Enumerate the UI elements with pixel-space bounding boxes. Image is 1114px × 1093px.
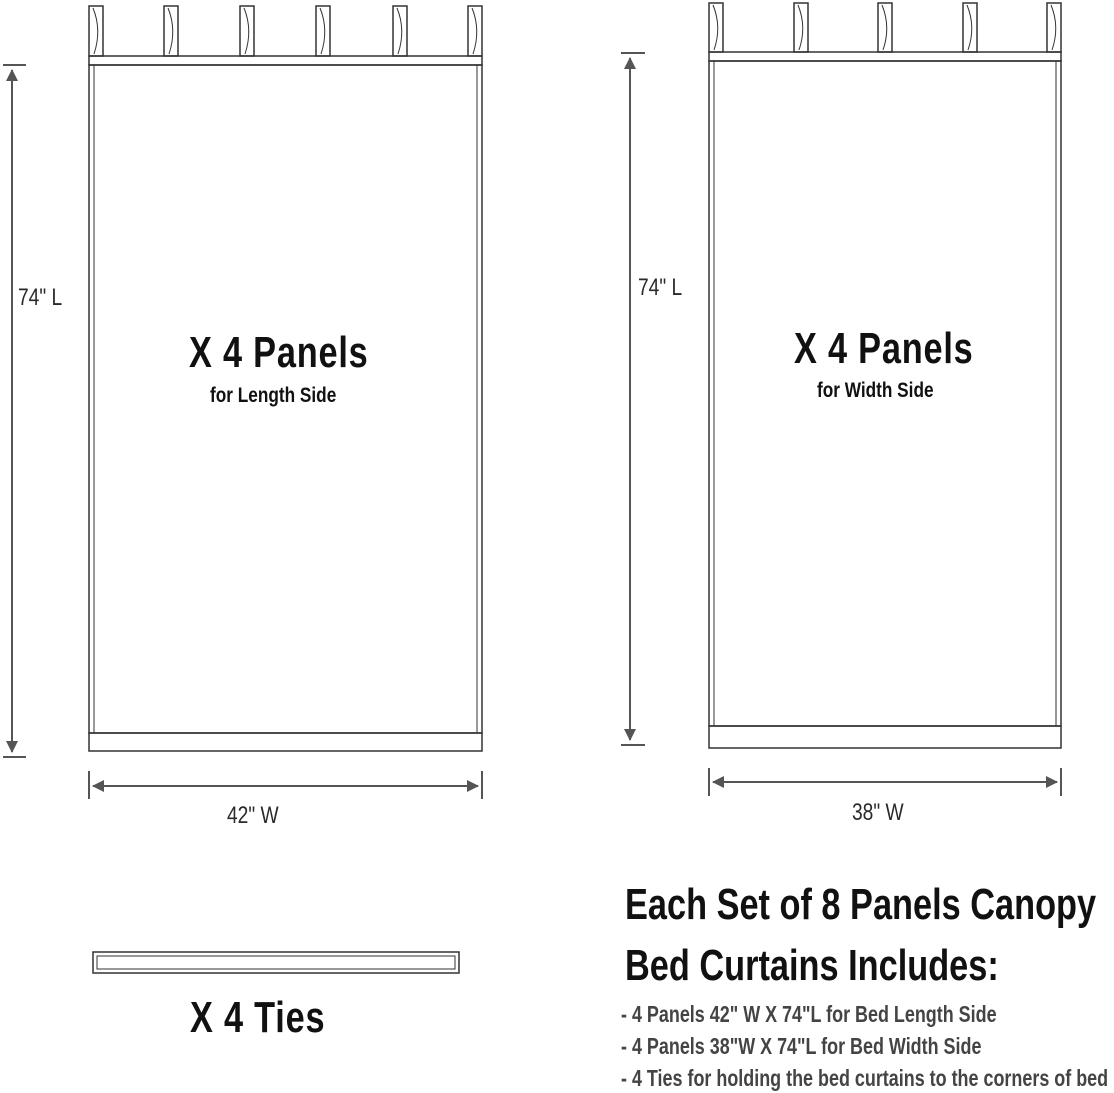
tab-loop	[794, 3, 808, 52]
left-length-dimension	[3, 65, 26, 757]
right-length-label: 74" L	[638, 274, 683, 301]
right-panel-tabs	[709, 3, 1061, 52]
left-panel-subtitle: for Length Side	[210, 384, 337, 407]
right-panel-subtitle: for Width Side	[817, 379, 934, 402]
summary-item: - 4 Panels 42" W X 74"L for Bed Length Side	[621, 1001, 997, 1027]
left-width-dimension	[89, 771, 482, 799]
summary-heading-line1: Each Set of 8 Panels Canopy	[625, 880, 1097, 929]
ties-title: X 4 Ties	[190, 993, 326, 1042]
tab-loop	[468, 6, 482, 56]
left-width-label: 42" W	[227, 802, 279, 829]
right-curtain-panel	[709, 3, 1061, 748]
tab-loop	[393, 6, 407, 56]
left-panel-tabs	[89, 6, 482, 56]
tab-loop	[878, 3, 892, 52]
right-length-dimension	[621, 53, 645, 745]
left-panel-title: X 4 Panels	[189, 328, 369, 377]
summary-heading-line2: Bed Curtains Includes:	[625, 941, 999, 990]
right-width-label: 38" W	[852, 799, 904, 826]
summary-item: - 4 Panels 38"W X 74"L for Bed Width Side	[621, 1033, 982, 1059]
right-panel-title: X 4 Panels	[794, 324, 974, 373]
tab-loop	[1047, 3, 1061, 52]
right-panel-header-band	[709, 52, 1061, 61]
left-curtain-panel	[89, 6, 482, 751]
tab-loop	[164, 6, 178, 56]
tab-loop	[89, 6, 103, 56]
tie-illustration	[93, 952, 459, 973]
left-panel-header-band	[89, 56, 482, 65]
tab-loop	[240, 6, 254, 56]
right-width-dimension	[709, 768, 1061, 796]
tab-loop	[709, 3, 723, 52]
summary-item: - 4 Ties for holding the bed curtains to the corners of bed	[621, 1065, 1109, 1091]
right-panel-hem	[709, 726, 1061, 748]
left-panel-hem	[89, 733, 482, 751]
left-length-label: 74" L	[18, 284, 63, 311]
tab-loop	[316, 6, 330, 56]
tab-loop	[963, 3, 977, 52]
